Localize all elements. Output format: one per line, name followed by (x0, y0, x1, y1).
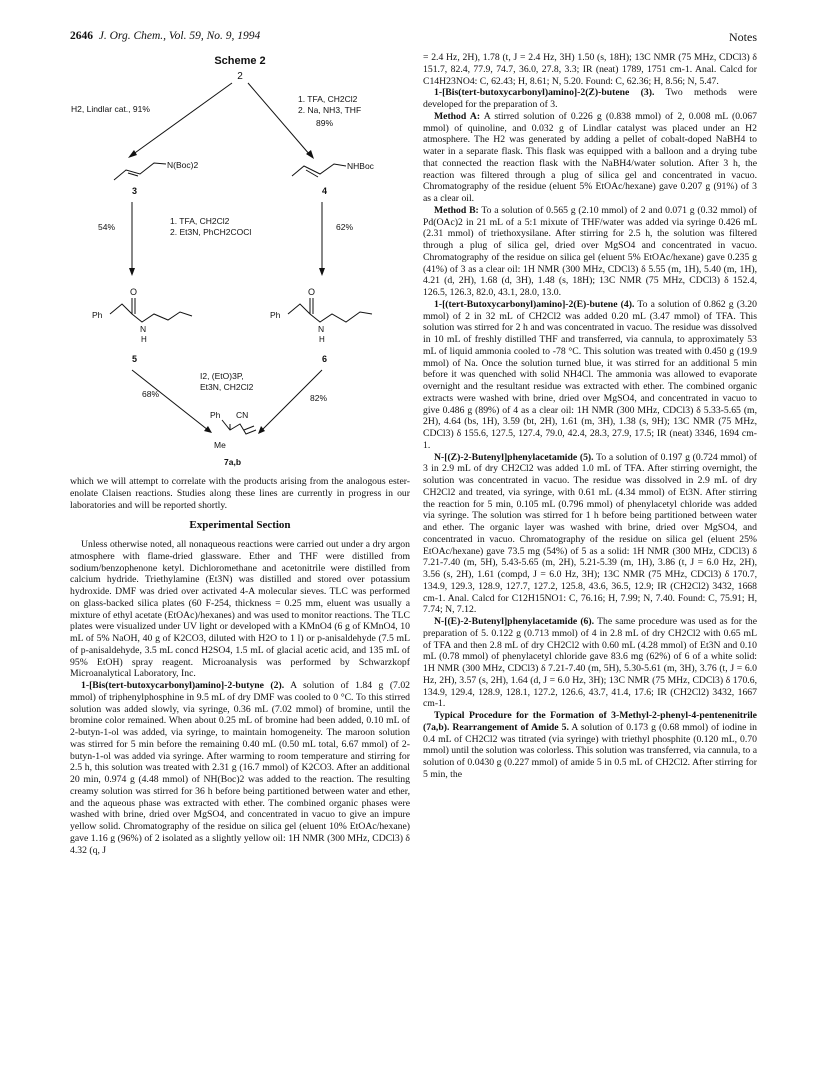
double-bond (244, 426, 254, 430)
arrowhead (258, 426, 265, 434)
compound-5-paragraph (423, 452, 757, 617)
left-column (70, 476, 410, 856)
compound-2-data: = 2.4 Hz, 2H), 1.78 (t, J = 2.4 Hz, 3H) 1.50 (s, 18H); 13C NMR (75 MHz, CDCl3) δ 151.7, 82.4, 77.9, 74.7, 36.0, 27.8, 3.3; IR (neat) 1789, 1751 cm-1. Anal. Calcd for C14H23NO4: C, 62.43; H, 8.61; N, 5.20. Found: C, 62.36; H, 8.56; N, 5.47. (423, 52, 757, 87)
reagent-na-nh3: 2. Na, NH3, THF (298, 105, 362, 115)
arrowhead (204, 426, 212, 433)
compound-3-title: 1-[Bis(tert-butoxycarbonyl)amino]-2(Z)-butene (3). (434, 87, 655, 99)
compound-6-paragraph (423, 616, 757, 710)
reagent-acylation: 2. Et3N, PhCH2COCl (170, 227, 252, 237)
compound-6 (270, 287, 372, 364)
compound-5 (92, 287, 192, 364)
running-header (70, 30, 260, 42)
hydrogen-label: H (319, 335, 325, 344)
compound-3-paragraph (423, 87, 757, 111)
yield-62: 62% (336, 222, 354, 232)
method-b-paragraph (423, 205, 757, 299)
yield-82: 82% (310, 393, 328, 403)
reagent-iodine: I2, (EtO)3P, (200, 371, 244, 381)
compound-5-skeleton (110, 304, 192, 322)
double-bond (306, 170, 318, 177)
nitrile-label: CN (236, 410, 249, 420)
typical-procedure-paragraph (423, 710, 757, 781)
scheme-title: Scheme 2 (214, 55, 266, 67)
methyl-label: Me (214, 440, 226, 450)
compound-2-paragraph (70, 680, 410, 856)
compound-2-title: 1-[Bis(tert-butoxycarbonyl)amino]-2-butyne (2). (81, 680, 285, 691)
compound-4-title: 1-[(tert-Butoxycarbonyl)amino]-2(E)-butene (4). (434, 298, 635, 310)
hydrogen-label: H (141, 335, 147, 344)
compound-3-label: 3 (132, 186, 138, 196)
method-a-body: A stirred solution of 0.226 g (0.838 mmol) of 2, 0.008 mL (0.067 mmol) of quinoline, and 0.032 g of Lindlar catalyst was placed under an H2 atmosphere. The H2 was generated by adding a pellet of cobalt-doped NaBH4 to water in a separate flask. This flask was equipped with a balloon and a drying tube that connected the reaction flask with the NaBH4/water solution. After 3 h, the reaction was filtered through a plug of silica gel and concentrated in vacuo. Chromatography of the residue (eluent 5% EtOAc/hexane) gave 0.207 g (91%) of 3 as a clear oil. (423, 110, 757, 204)
nitrogen-label: N (140, 324, 147, 334)
compound-4-label: 4 (322, 186, 328, 196)
compound-7 (210, 410, 256, 467)
intro-paragraph: which we will attempt to correlate with the products arising from the analogous ester-enolate Claisen reactions. Studies along these lines are currently in progress in our laboratories and will be reported shortly. (70, 476, 410, 511)
arrowhead (319, 268, 325, 276)
reagent-base: Et3N, CH2Cl2 (200, 382, 254, 392)
method-a-paragraph (423, 111, 757, 205)
page-number: 2646 (70, 30, 93, 42)
yield-54: 54% (98, 222, 116, 232)
scheme-compound-2: 2 (237, 71, 243, 82)
compound-3-group: N(Boc)2 (167, 160, 199, 170)
compound-4-body: To a solution of 0.862 g (3.20 mmol) of 2 in 32 mL of CH2Cl2 was added 0.20 mL (3.47 mmol) of TFA. This solution was stirred for 2 h and was concentrated in vacuo. The residue was dissolved in 10 mL of freshly distilled THF and transferred, via cannula, to approximately 53 mL of liquid ammonia cooled to -78 °C. This solution was treated with 0.450 g (19.9 mmol) of Na. Once the solution turned blue, it was stirred for an additional 5 min before it was quenched with solid NH4Cl. The ammonia was allowed to evaporate overnight and the resultant residue was extracted with ether. The combined organic extracts were washed with brine, dried over MgSO4, and concentrated in vacuo to give 0.486 g (89%) of 4 as a clear oil: 1H NMR (300 MHz, CDCl3) δ 5.33-5.65 (m, 2H), 4.64 (bs, 1H), 3.59 (bt, 2H), 1.61 (m, 3H), 1.38 (s, 9H); 13C NMR (75 MHz, CDCl3) δ 155.6, 127.5, 127.4, 79.0, 42.4, 28.3, 27.9, 17.5; IR (neat) 3346, 1694 cm-1. (423, 298, 757, 451)
reagent-hydrogenation: H2, Lindlar cat., 91% (71, 104, 150, 114)
method-b-label: Method B: (434, 204, 479, 216)
reagent-tfa: 1. TFA, CH2Cl2 (298, 94, 358, 104)
phenyl-label: Ph (210, 410, 221, 420)
compound-6-label: 6 (322, 354, 328, 364)
phenyl-label: Ph (92, 310, 103, 320)
arrow-5-to-7 (132, 370, 208, 430)
compound-4-paragraph (423, 299, 757, 452)
arrow-2-to-3 (132, 83, 232, 155)
arrowhead (128, 150, 137, 158)
compound-5-body: To a solution of 0.197 g (0.724 mmol) of 3 in 2.9 mL of dry CH2Cl2 was added 1.0 mL of TFA. After stirring overnight, the solution was concentrated in vacuo. The residue was dissolved in 2.9 mL of dry CH2Cl2 and treated, via syringe, with 0.61 mL (4.34 mmol) of Et3N. After stirring the reaction for 5 min, 0.105 mL (0.796 mmol) of phenylacetyl chloride was added via syringe. The solution was stirred for 1 h before being partitioned between water and ether. The organic layer was washed with brine, dried over MgSO4, and concentrated in vacuo. Chromatography of the residue on silica gel (eluent 25% EtOAc/hexane) gave 73.5 mg (54%) of 5 as a solid: 1H NMR (300 MHz, CDCl3) δ 7.21-7.40 (m, 5H), 5.43-5.65 (m, 2H), 5.21-5.39 (m, 1H), 3.86 (t, J = 6.0 Hz, 2H), 3.56 (s, 2H), 1.61 (compd, J = 6.0 Hz, 3H); 13C NMR (75 MHz, CDCl3) δ 170.7, 134.9, 129.3, 128.9, 127.7, 127.2, 125.8, 43.6, 36.5, 12.9; IR (CH2Cl2) 3432, 1668 cm-1. Anal. Calcd for C12H15NO1: C, 76.16; H, 7.99; N, 7.40. Found: C, 75.91; H, 7.74; N, 7.12. (423, 451, 757, 616)
compound-5-title: N-[(Z)-2-Butenyl]phenylacetamide (5). (434, 451, 594, 463)
general-methods-paragraph: Unless otherwise noted, all nonaqueous reactions were carried out under a dry argon atmosphere with flame-dried glassware. Ether and THF were distilled from sodium/benzophenone ketyl. Dichloromethane and acetonitrile were distilled from calcium hydride. Triethylamine (Et3N) was distilled and stored over potassium hydroxide. DMF was dried over activated 4-A molecular sieves. TLC was performed on glass-backed silica plates (60 F-254, thickness = 0.25 mm, eluent was usually a mixture of ethyl acetate (EtOAc)/hexanes) and was used to monitor reactions. The TLC plates were visualized under UV light or developed with a KMnO4 (6 g of KMnO4, 10 mL of 5% NaOH, 40 g of K2CO3, diluted with H2O to 1 l) or p-anisaldehyde (7.5 mL of p-anisaldehyde, 3.5 mL concd H2SO4, 1.5 mL of glacial acetic acid, and 135 mL of 95% EtOH) spray reagent. Microanalysis was performed by Schwarzkopf Microanalytical Laboratory, Inc. (70, 539, 410, 680)
scheme-2 (70, 52, 410, 472)
compound-2-body: A solution of 1.84 g (7.02 mmol) of triphenylphosphine in 9.5 mL of dry DMF was cooled to 0 °C. To this stirred solution was added slowly, via syringe, 0.36 mL (7.02 mmol) of bromine, until the bromine color remained. When about 0.25 mL of bromine had been added, 0.10 mL of 2-butyn-1-ol was added, via syringe, to maintain homogeneity. The maroon solution was stirred for 5 min before the remaining 0.40 mL (0.50 mL total, 6.67 mmol) of 2-butyn-1-ol was added via syringe. After warming to room temperature and stirring for 2.5 h, this solution was treated with 2.31 g (16.7 mmol) of K2CO3. After an additional 20 min, 0.974 g (4.48 mmol) of NH(Boc)2 was added to the reaction. The resulting creamy solution was stirred for 36 h before being partitioned between water and ether, and the aqueous phase was extracted with ether. The combined organic phases were washed with brine, dried over MgSO4, and concentrated in vacuo to give an impure yellow solid. Chromatography of the residue on silica gel (eluent 10% EtOAc/hexane) gave 1.16 g (96%) of 2 isolated as a slightly yellow oil: 1H NMR (300 MHz, CDCl3) δ 4.32 (q, J (70, 680, 411, 856)
reagent-tfa-2: 1. TFA, CH2Cl2 (170, 216, 230, 226)
right-column (423, 52, 757, 781)
section-name: Notes (729, 30, 757, 44)
compound-4-skeleton (292, 164, 346, 176)
nitrogen-label: N (318, 324, 325, 334)
section-heading: Experimental Section (189, 519, 291, 532)
journal-citation: J. Org. Chem., Vol. 59, No. 9, 1994 (98, 30, 261, 42)
compound-5-label: 5 (132, 354, 138, 364)
oxygen-label: O (308, 287, 316, 297)
compound-6-body: The same procedure was used as for the preparation of 5. 0.122 g (0.713 mmol) of 4 in 2.8 mL of dry CH2Cl2 with 0.65 mL of TFA and then 2.8 mL of dry CH2Cl2 with 0.60 mL (4.28 mmol) of Et3N and 0.10 mL (0.78 mmol) of phenylacetyl chloride gave 83.6 mg (62%) of 6 of a white solid: 1H NMR (300 MHz, CDCl3) δ 7.21-7.40 (m, 5H), 5.30-5.61 (m, 3H), 3.76 (t, J = 6.0 Hz, 2H), 3.57 (s, 2H), 1.64 (d, J = 6.0 Hz, 3H); 13C NMR (75 MHz, CDCl3) δ 170.6, 134.9, 129.4, 128.9, 128.1, 127.2, 126.6, 43.7, 41.4, 17.6; IR (CH2Cl2) 3432, 1667 cm-1. (423, 616, 758, 710)
compound-6-title: N-[(E)-2-Butenyl]phenylacetamide (6). (434, 616, 595, 627)
phenyl-label: Ph (270, 310, 281, 320)
arrowhead (129, 268, 135, 276)
compound-7-label: 7a,b (224, 457, 242, 467)
compound-4-group: NHBoc (347, 161, 374, 171)
oxygen-label: O (130, 287, 138, 297)
typical-procedure-body: A solution of 0.173 g (0.68 mmol) of iodine in 0.4 mL of CH2Cl2 was titrated (via syringe) with triethyl phosphite (0.120 mL, 0.70 mmol) until the solution was colorless. This solution was transferred, via cannula, to a solution of 0.0430 g (0.227 mmol) of amide 5 in 0.5 mL of CH2Cl2. After stirring for 5 min, the (423, 721, 757, 780)
compound-3-skeleton (114, 163, 166, 180)
compound-6-skeleton (288, 304, 372, 322)
method-b-body: To a solution of 0.565 g (2.10 mmol) of 2 and 0.071 g (0.32 mmol) of Pd(OAc)2 in 21 mL of a 5:1 mixute of THF/water was added via syringe 0.426 mL (2.31 mmol) of triethoxysilane. After stirring for 2.5 h, the solution was filtered through a plug of silica gel, dried over MgSO4 and concentrated in vacuo. Chromatography of the residue on silica gel (eluent 5% EtOAc/hexane) gave 0.235 g (41%) of 3 as a clear oil: 1H NMR (300 MHz, CDCl3) δ 5.55 (m, 1H), 5.40 (m, 1H), 4.21 (d, 2H), 1.68 (d, 3H), 1.48 (s, 18H); 13C NMR (75 MHz, CDCl3) δ 152.4, 126.5, 126.3, 82.0, 43.1, 28.0, 13.0. (423, 204, 757, 298)
method-a-label: Method A: (434, 110, 481, 122)
yield-89: 89% (316, 118, 334, 128)
compound-3-intro: Two methods were developed for the preparation of 3. (423, 87, 757, 110)
typical-procedure-title: Typical Procedure for the Formation of 3-Methyl-2-phenyl-4-pentenenitrile (7a,b). Rearrangement of Amide 5. (423, 710, 757, 733)
yield-68: 68% (142, 389, 160, 399)
